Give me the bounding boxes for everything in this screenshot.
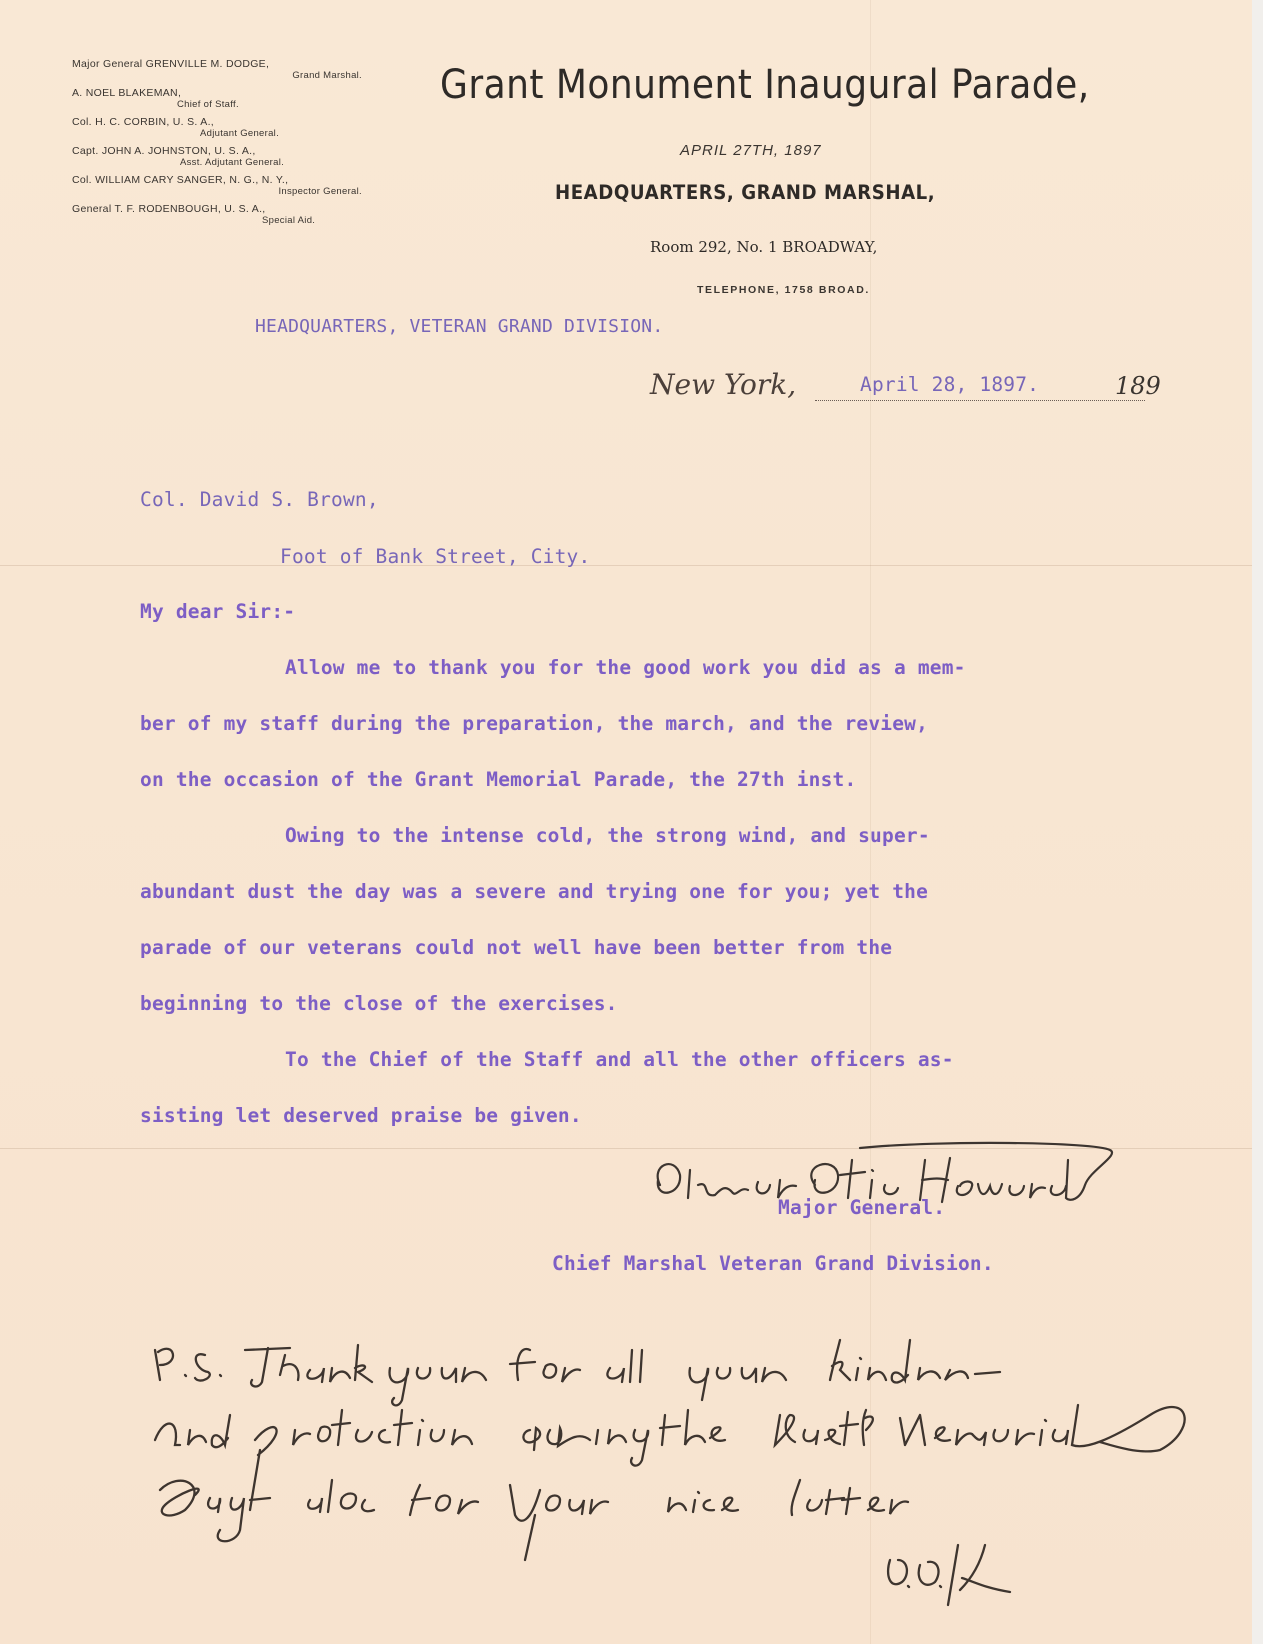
year-prefix: 189: [1115, 372, 1161, 400]
staff-entry: [72, 203, 372, 226]
body-line: To the Chief of the Staff and all the other officers as-: [285, 1048, 954, 1071]
division-heading: HEADQUARTERS, VETERAN GRAND DIVISION.: [255, 316, 664, 337]
body-line: on the occasion of the Grant Memorial Parade, the 27th inst.: [140, 768, 857, 791]
recipient-address: Foot of Bank Street, City.: [280, 545, 591, 568]
letterhead-headquarters: HEADQUARTERS, GRAND MARSHAL,: [555, 181, 936, 204]
body-line: beginning to the close of the exercises.: [140, 992, 618, 1015]
letterhead-date: APRIL 27TH, 1897: [680, 142, 822, 159]
staff-name: A. NOEL BLAKEMAN,: [72, 87, 182, 99]
staff-entry: [72, 116, 372, 139]
letterhead-title: Grant Monument Inaugural Parade,: [440, 62, 1090, 108]
body-line: sisting let deserved praise be given.: [140, 1104, 582, 1127]
staff-name: Major General GRENVILLE M. DODGE,: [72, 58, 270, 70]
staff-role: Special Aid.: [262, 215, 316, 226]
postscript-handwriting: [150, 1320, 1200, 1620]
body-line: Allow me to thank you for the good work you did as a mem-: [285, 656, 966, 679]
signatory-rank: Major General.: [778, 1196, 946, 1219]
date-rule: [815, 400, 1145, 401]
letterhead-telephone: TELEPHONE, 1758 BROAD.: [697, 284, 870, 296]
letter-date: April 28, 1897.: [860, 373, 1040, 396]
salutation: My dear Sir:-: [140, 600, 296, 623]
staff-list: [72, 58, 372, 232]
page-edge: [1252, 0, 1263, 1644]
staff-entry: [72, 145, 372, 168]
staff-role: Adjutant General.: [200, 128, 280, 139]
staff-role: Grand Marshal.: [292, 70, 362, 81]
body-line: parade of our veterans could not well have been better from the: [140, 936, 893, 959]
body-line: ber of my staff during the preparation, the march, and the review,: [140, 712, 929, 735]
staff-name: Col. H. C. CORBIN, U. S. A.,: [72, 116, 215, 128]
staff-name: Col. WILLIAM CARY SANGER, N. G., N. Y.,: [72, 174, 289, 186]
staff-name: Capt. JOHN A. JOHNSTON, U. S. A.,: [72, 145, 256, 157]
staff-entry: [72, 58, 372, 81]
staff-role: Asst. Adjutant General.: [180, 157, 285, 168]
body-line: abundant dust the day was a severe and trying one for you; yet the: [140, 880, 929, 903]
fold-line: [0, 565, 1252, 566]
staff-role: Chief of Staff.: [177, 99, 239, 110]
letterhead-room: Room 292, No. 1 BROADWAY,: [650, 238, 878, 256]
staff-entry: [72, 174, 372, 197]
staff-name: General T. F. RODENBOUGH, U. S. A.,: [72, 203, 266, 215]
staff-role: Inspector General.: [278, 186, 362, 197]
place-line: New York,: [650, 368, 797, 401]
postscript-text: [150, 1320, 151, 1321]
recipient-name: Col. David S. Brown,: [140, 488, 379, 511]
signature-text: [640, 1140, 641, 1141]
body-line: Owing to the intense cold, the strong wind, and super-: [285, 824, 930, 847]
signatory-position: Chief Marshal Veteran Grand Division.: [552, 1252, 994, 1275]
staff-entry: [72, 87, 372, 110]
